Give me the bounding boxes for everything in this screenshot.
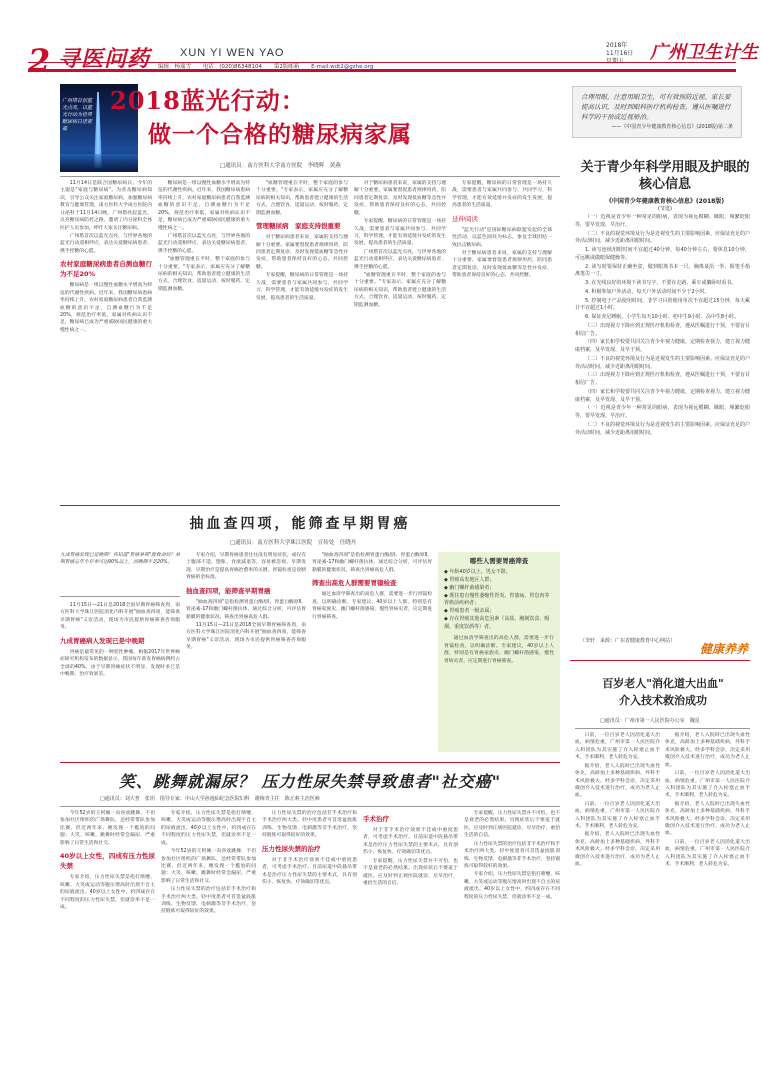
section-number: 2 [28,42,51,80]
bottom-subhead-2: 压力性尿失禁的治疗 [262,844,321,853]
health-logo: 健康养养 [700,642,749,656]
middle-column-3: "抽血查四项"是指检测胃蛋白酶原Ⅰ、胃蛋白酶原Ⅱ、胃泌素-17和幽门螺杆菌抗体，通过综合分析，可评估胃黏膜的健康状况，筛查出胃癌高危人群。 筛查出高危人群需要胃镜检查 通过血清学筛查出的高危人群，需要进一步行胃镜检查，以明确诊断。专家建议，40岁以上人群，特别是有胃癌家族史、幽门螺杆菌感染、慢性胃病史者，应定期进行胃癌筛查。 [312,553,432,620]
right-article-title: 关于青少年科学用眼及护眼的核心信息 [580,160,750,192]
right-item-9: （三）出现视力下降应到正规医疗机构检查，遵从医嘱进行干预，不要盲目相信广告。 [575,322,750,337]
lead-subhead-2: 管理糖尿病 家庭支持很重要 [256,222,341,231]
lead-column-3: "血糖管理重在平时，整个家庭的参与十分重要。"专家表示，家属应充分了解糖尿病的相关知识，帮助患者建立健康的生活方式，合理饮食、适量运动、按时服药、定期监测血糖。 管理糖尿病 家庭支持很重要 对于糖尿病患者来说，家属的支持与理解十分重要。家属要督促患者规律用药，陪同患者定期复诊，及时发现低血糖等急性并发症，帮助患者保持良好的心态，共同控糖。 专家提醒，糖尿病的日常管理是一场持久战，需要患者与家属共同参与、共同学习，科学管理，才能有效延缓并发症的发生发展，提高患者的生活质量。 [256,181,348,301]
middle-intro: 九成胃癌发现已是晚期！你知道"胃癌早筛"能救命吗？早期胃癌五年生存率可达90%以上，而晚期不足20%。 [60,552,180,597]
page-header [0,0,763,80]
screening-box-title: 哪些人需要胃癌筛查 [469,557,529,565]
bottom-subhead-3: 手术治疗 [363,815,389,823]
right-item-1: （一）近视是青少年一种常见的眼病，表现为视远模糊、眯眼、频繁眨眼等，要早发现、早治疗。 [575,214,750,228]
section-pinyin: XUN YI WEN YAO [180,47,285,59]
lead-column-4: 对于糖尿病患者来说，家属的支持与理解十分重要。家属要督促患者规律用药，陪同患者定期复诊，及时发现低血糖等急性并发症，帮助患者保持良好的心态，共同控糖。 专家提醒，糖尿病的日常管理是一场持久战，需要患者与家属共同参与、共同学习，科学管理，才能有效延缓并发症的发生发展，提高患者的生活质量。 广州塔首次以蓝光点亮，与世界各地的蓝光行动遥相呼应，表达关爱糖尿病患者、携手控糖的心愿。 "血糖管理重在平时，整个家庭的参与十分重要。"专家表示，家属应充分了解糖尿病的相关知识，帮助患者建立健康的生活方式，合理饮食、适量运动、按时服药、定期监测血糖。 [354,181,446,308]
side-article-title: 百岁老人"消化道大出血" 介入技术救治成功 [602,677,724,707]
middle-article-title: 抽血查四项，能筛查早期胃癌 [189,516,411,532]
bottom-article-title: 笑、跳舞就漏尿？ 压力性尿失禁导致患者"社交癌" [118,772,502,791]
photo-caption: 广州塔首创蓝光点亮，以蓝光行动为世界糖尿病日送祝福 [62,98,93,132]
lead-column-1: 11月14日是联合国糖尿病日。今年的主题是"家庭与糖尿病"。为普及糖尿病知识，引导公众关注家庭糖尿病，加强糖尿病教育与健康管理，南方医科大学南方医院内分泌科于11月14日晚，广州塔亮起蓝光，点亮糖尿病防控之路，邀请了内分泌科全体医护人员参加，呼吁大家关注糖尿病。 广州塔首次以蓝光点亮，与世界各地的蓝光行动遥相呼应，表达关爱糖尿病患者、携手控糖的心愿。 农村家庭糖尿病患者自测血糖行为不足20% 糖尿病是一组以慢性血糖水平增高为特征的代谢性疾病。近年来，我国糖尿病患病率持续上升，农村家庭糖尿病患者自我监测血糖的意识不足，自测血糖行为不足20%，规范治疗率低，家属对疾病认识不足，糖尿病已成为严重威胁国民健康的重大慢性病之一。 [60,181,152,333]
side-column-1: 日前，一位百岁老人因消化道大出血，病情危重，广州市第一人民医院介入科团队为其实施了介入栓塞止血手术，手术顺利，老人转危为安。 据介绍，老人入院时已出现失血性休克，高龄加上多种基础疾病，外科手术风险极大。经多学科会诊，决定采用微创介入技术进行治疗，成功为老人止血。 日前，一位百岁老人因消化道大出血，病情危重，广州市第一人民医院介入科团队为其实施了介入栓塞止血手术，手术顺利，老人转危为安。 据介绍，老人入院时已出现失血性休克，高龄加上多种基础疾病，外科手术风险极大。经多学科会诊，决定采用微创介入技术进行治疗，成功为老人止血。 [575,733,660,868]
middle-subhead-3: 筛查出高危人群需要胃镜检查 [312,579,397,588]
middle-subhead-1: 九成胃癌病人发现已是中晚期 [60,636,145,645]
bottom-column-2: 专家介绍，压力性尿失禁是指打喷嚏、咳嗽、大笑或运动等腹压增高时出现不自主的尿液流出。40岁以上女性中，约四成存在不同程度的压力性尿失禁，但就诊率不足一成。 今年52岁的王阿姨一向喜欢跳舞，不但参加社区组织的广场舞队，还经常带队参加比赛。但近两年来，她发现一个尴尬的问题：大笑、咳嗽、跳舞时经常会漏尿，严重影响了日常生活和社交。 压力性尿失禁的治疗包括非手术治疗和手术治疗两大类。轻中度患者可首选盆底肌训练、生物反馈、电刺激等非手术治疗，坚持锻炼可取得较好的效果。 [161,811,256,915]
info-bar [28,62,736,72]
email-link[interactable]: E-mail:wdt2@gzhe.org [311,64,374,70]
phone-label: 电话：(020)86348104 [202,64,263,70]
lead-column-2: 糖尿病是一组以慢性血糖水平增高为特征的代谢性疾病。近年来，我国糖尿病患病率持续上升，农村家庭糖尿病患者自我监测血糖的意识不足，自测血糖行为不足20%，规范治疗率低，家属对疾病认识不足，糖尿病已成为严重威胁国民健康的重大慢性病之一。 广州塔首次以蓝光点亮，与世界各地的蓝光行动遥相呼应，表达关爱糖尿病患者、携手控糖的心愿。 "血糖管理重在平时，整个家庭的参与十分重要。"专家表示，家属应充分了解糖尿病的相关知识，帮助患者建立健康的生活方式，合理饮食、适量运动、按时服药、定期监测血糖。 [158,181,250,292]
right-article-sub: (节选) [658,206,672,212]
paper-logo: 广州卫生计生 [650,42,758,63]
right-item-5: 3. 在光线良好的环境下读书写字，不要在走路、乘车或躺卧时看书。 [585,280,737,286]
quote-source: ——《中国青少年健康教育核心信息》(2018版)第二条 [611,124,733,131]
editor-label: 编辑：杨瑞雪 [158,64,192,70]
side-column-2: 据介绍，老人入院时已出现失血性休克，高龄加上多种基础疾病，外科手术风险极大。经多学科会诊，决定采用微创介入技术进行治疗，成功为老人止血。 日前，一位百岁老人因消化道大出血，病情危重，广州市第一人民医院介入科团队为其实施了介入栓塞止血手术，手术顺利，老人转危为安。 据介绍，老人入院时已出现失血性休克，高龄加上多种基础疾病，外科手术风险极大。经多学科会诊，决定采用微创介入技术进行治疗，成功为老人止血。 日前，一位百岁老人因消化道大出血，病情危重，广州市第一人民医院介入科团队为其实施了介入栓塞止血手术，手术顺利，老人转危为安。 [665,733,750,868]
right-article-credit: （李轩 来源：广东省健康教育中心网站） [580,638,676,644]
lead-subhead-1: 农村家庭糖尿病患者自测血糖行为不足20% [60,260,152,279]
side-byline: □通讯员：广州市第一人民医院办公室 魏星 [600,718,700,724]
right-item-6: 4. 积极参加户外活动，每天户外活动时间不少于2小时。 [585,288,710,295]
bottom-column-3: 压力性尿失禁的治疗包括非手术治疗和手术治疗两大类。轻中度患者可首选盆底肌训练、生物反馈、电刺激等非手术治疗，坚持锻炼可取得较好的效果。 压力性尿失禁的治疗 对于非手术治疗效果不佳或中重度患者，可考虑手术治疗。目前尿道中段悬吊带术是治疗压力性尿失禁的主要术式，具有创伤小、恢复快、疗效确切等优点。 [262,811,357,886]
middle-column-1: 11月15日—21日是2018全国早期胃癌筛查周，南方医科大学珠江医院消化内科开展"抽血查四项，能筛查早期胃癌"义诊活动，现场为市民提供胃癌筛查咨询服务。 九成胃癌病人发现已是中晚期 胃癌是最常见的一种恶性肿瘤。根据2017年世界癌症研究机构发布的数据显示，我国每年新发胃癌病例约占全球的40%，由于早期胃癌症状不明显，发现时多已是中晚期，治疗效果差。 [60,603,180,678]
lead-column-5: 专家提醒，糖尿病的日常管理是一场持久战，需要患者与家属共同参与、共同学习，科学管理，才能有效延缓并发症的发生发展，提高患者的生活质量。 延伸阅读 "蓝光行动"是国际糖尿病联盟发起的全球性活动，以蓝色圆环为标志，象征全球团结一致抗击糖尿病。 对于糖尿病患者来说，家属的支持与理解十分重要。家属要督促患者规律用药，陪同患者定期复诊，及时发现低血糖等急性并发症，帮助患者保持良好的心态，共同控糖。 [452,181,552,279]
lead-byline: □通讯员：南方医科大学南方医院 李晓辉 黄燕 [220,163,341,169]
extended-reading-label[interactable]: 延伸阅读 [452,214,478,223]
bottom-byline: □通讯员：刘大普 张玥 指导专家：中山大学孙逸仙纪念医院妇科 谢梅青主任 陈丘莉主治医师 [100,796,320,802]
page-email-label: 第2版邮箱 [273,64,300,70]
lead-title-line1: 2018蓝光行动： [110,86,306,115]
bottom-column-4: 手术治疗 对于非手术治疗效果不佳或中重度患者，可考虑手术治疗。目前尿道中段悬吊带术是治疗压力性尿失禁的主要术式，具有创伤小、恢复快、疗效确切等优点。 专家提醒，压力性尿失禁并不可怕，也不是衰老的必然结果。出现症状后不要羞于就医，应及时到正规医院就诊，尽早治疗，重拾生活的自信。 [363,815,458,887]
screening-box: 哪些人需要胃癌筛查 ◆ 年龄40岁以上，男女不限； ◆ 胃癌高发地区人群； ◆ 幽门螺杆菌感染者； ◆ 既往患有慢性萎缩性胃炎、胃溃疡、胃息肉等胃癌前疾病者； ◆ 胃癌患者一级亲属； ◆ 存在胃癌其他高危因素（高盐、腌制饮食、吸烟、重度饮酒等）者。 通过血清学筛查出的高危人群，需要进一步行胃镜检查，以明确诊断。专家建议，40岁以上人群，特别是有胃癌家族史、幽门螺杆菌感染、慢性胃病史者，应定期进行胃癌筛查。 [438,552,560,752]
right-item-4: 2. 读写时要保持正确坐姿，做到眼离书本一尺、胸离桌沿一拳、握笔手指离笔尖一寸。 [575,263,750,278]
right-item-2: （二）不良的视觉环境及行为是近视发生的主要影响因素。应保证充足的户外活动时间，减少近距离用眼时间。 [575,230,750,245]
right-item-3: 1. 读写连续用眼时间不宜超过40分钟，每40分钟左右，要休息10分钟，可远眺或做眼保健操等。 [575,247,750,261]
right-item-7: 5. 控制电子产品使用时间，非学习目的使用单次不宜超过15分钟，每天累计不宜超过1小时。 [575,297,750,312]
right-article-source: 《中国青少年健康教育核心信息》(2018版) [605,198,725,205]
section-name: 寻医问药 [58,46,151,72]
bottom-subhead-1: 40岁以上女性，四成有压力性尿失禁 [60,852,155,871]
right-item-8: 6. 保证充足睡眠，小学生每天10小时、初中生9小时、高中生8小时。 [585,314,740,320]
bottom-column-1: 今年52岁的王阿姨一向喜欢跳舞，不但参加社区组织的广场舞队，还经常带队参加比赛。但近两年来，她发现一个尴尬的问题：大笑、咳嗽、跳舞时经常会漏尿，严重影响了日常生活和社交。 40岁以上女性，四成有压力性尿失禁 专家介绍，压力性尿失禁是指打喷嚏、咳嗽、大笑或运动等腹压增高时出现不自主的尿液流出。40岁以上女性中，约四成存在不同程度的压力性尿失禁，但就诊率不足一成。 [60,811,155,910]
middle-subhead-2: 抽血查四项，能筛查早期胃癌 [186,586,271,595]
right-item-10: （四）家长和学校要共同关注青少年视力健康，定期检查视力，建立视力健康档案，及早发现、及早干预。 [575,339,750,353]
quote-text: 合理用眼，注意用眼卫生，可有效预防近视。家长要提高认识，及时到眼科医疗机构检查，遵从医嘱进行科学的干预或近视矫治。 [581,93,731,121]
middle-column-2: 专家介绍，早期胃癌患者往往没有明显症状，或仅有上腹部不适、饱胀、食欲减退等，容易被忽视。早期发现、早期治疗是提高胃癌治愈率的关键。胃镜检查是诊断胃癌的金标准。 抽血查四项，能筛查早期胃癌 "抽血查四项"是指检测胃蛋白酶原Ⅰ、胃蛋白酶原Ⅱ、胃泌素-17和幽门螺杆菌抗体，通过综合分析，可评估胃黏膜的健康状况，筛查出胃癌高危人群。 11月15日—21日是2018全国早期胃癌筛查周，南方医科大学珠江医院消化内科开展"抽血查四项，能筛查早期胃癌"义诊活动，现场为市民提供胃癌筛查咨询服务。 [186,553,306,651]
bottom-column-5: 专家提醒，压力性尿失禁并不可怕，也不是衰老的必然结果。出现症状后不要羞于就医，应及时到正规医院就诊，尽早治疗，重拾生活的自信。 压力性尿失禁的治疗包括非手术治疗和手术治疗两大类。轻中度患者可首选盆底肌训练、生物反馈、电刺激等非手术治疗，坚持锻炼可取得较好的效果。 专家介绍，压力性尿失禁是指打喷嚏、咳嗽、大笑或运动等腹压增高时出现不自主的尿液流出。40岁以上女性中，约四成存在不同程度的压力性尿失禁，但就诊率不足一成。 [464,811,560,900]
right-article-body: （一）近视是青少年一种常见的眼病，表现为视远模糊、眯眼、频繁眨眼等，要早发现、早治疗。 （二）不良的视觉环境及行为是近视发生的主要影响因素。应保证充足的户外活动时间，减少近距离用眼时间。 1. 读写连续用眼时间不宜超过40分钟，每40分钟左右，要休息10分钟，可远眺或做眼保健操等。 2. 读写时要保持正确坐姿，做到眼离书本一尺、胸离桌沿一拳、握笔手指离笔尖一寸。 3. 在光线良好的环境下读书写字，不要在走路、乘车或躺卧时看书。 4. 积极参加户外活动，每天户外活动时间不少于2小时。 5. 控制电子产品使用时间，非学习目的使用单次不宜超过15分钟，每天累计不宜超过1小时。 6. 保证充足睡眠，小学生每天10小时、初中生9小时、高中生8小时。 （三）出现视力下降应到正规医疗机构检查，遵从医嘱进行干预，不要盲目相信广告。 （四）家长和学校要共同关注青少年视力健康，定期检查视力，建立视力健康档案，及早发现、及早干预。 （二）不良的视觉环境及行为是近视发生的主要影响因素。应保证充足的户外活动时间，减少近距离用眼时间。 （三）出现视力下降应到正规医疗机构检查，遵从医嘱进行干预，不要盲目相信广告。 （四）家长和学校要共同关注青少年视力健康，定期检查视力，建立视力健康档案，及早发现、及早干预。 （一）近视是青少年一种常见的眼病，表现为视远模糊、眯眼、频繁眨眼等，要早发现、早治疗。 （二）不良的视觉环境及行为是近视发生的主要影响因素。应保证充足的户外活动时间，减少近距离用眼时间。 [575,214,750,436]
middle-byline: □通讯员：南方医科大学珠江医院 宣传处 任晓丹 [230,540,357,546]
quote-box [572,86,742,138]
issue-date: 2018年 11月16日 星期五 [606,42,634,66]
lead-title-line2: 做一个合格的糖尿病家属 [148,121,412,148]
